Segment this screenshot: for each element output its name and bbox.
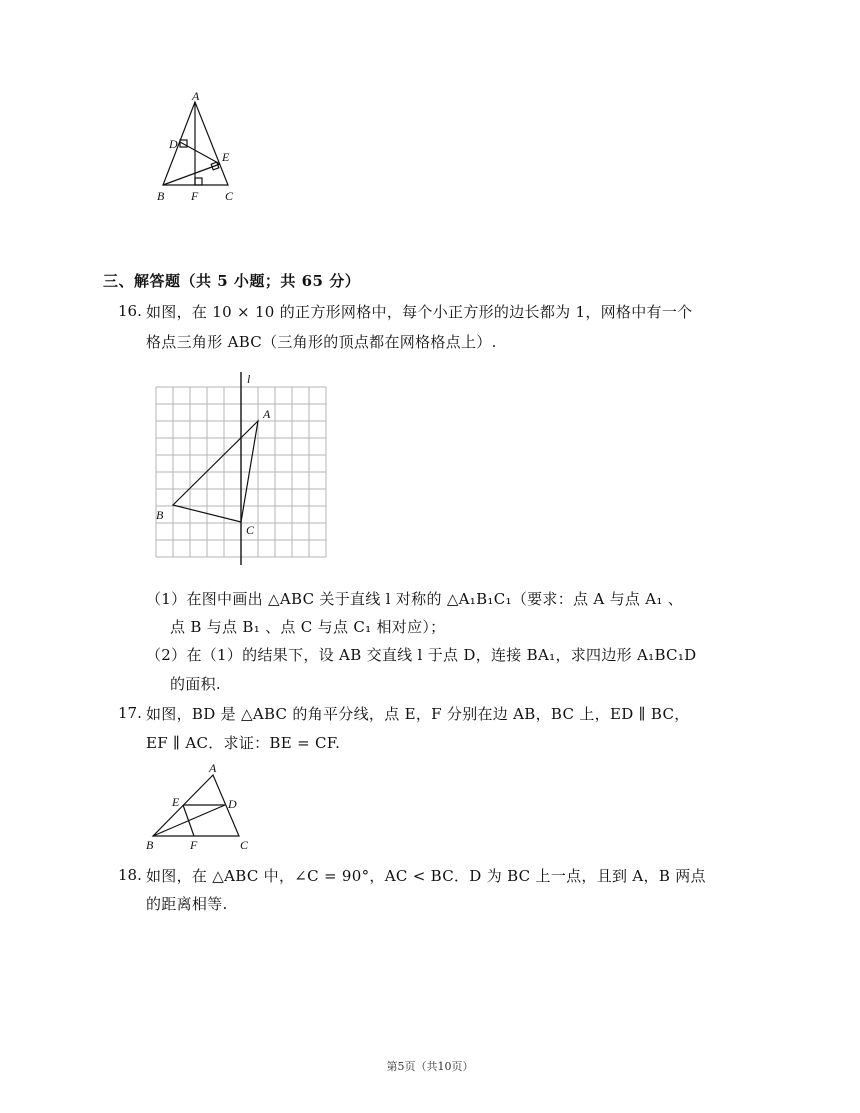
label-f: F — [191, 189, 199, 203]
question-16-sub1-line1: （1）在图中画出 △ABC 关于直线 l 对称的 △A₁B₁C₁（要求：点 A 与点 A₁ 、 — [146, 590, 684, 608]
label-b: B — [157, 189, 165, 203]
figure-q17 — [140, 760, 260, 852]
question-18-text-line2: 的距离相等. — [146, 895, 228, 913]
label-l: l — [247, 372, 251, 386]
label-c: C — [225, 189, 234, 203]
figure-q16-grid — [148, 370, 338, 570]
question-16-text-line2: 格点三角形 ABC（三角形的顶点都在网格格点上）. — [146, 333, 497, 351]
question-18-text-line1: 如图，在 △ABC 中，∠C = 90°，AC < BC．D 为 BC 上一点，且到 A，B 两点 — [146, 867, 706, 885]
question-16-sub1-line2: 点 B 与点 B₁ 、点 C 与点 C₁ 相对应）； — [170, 618, 446, 636]
question-16-sub2-line2: 的面积. — [170, 675, 221, 693]
label-e: E — [222, 150, 230, 164]
page-footer: 第5页（共10页） — [386, 1060, 474, 1073]
figure-q15 — [150, 90, 250, 208]
label-a: A — [209, 761, 217, 775]
question-18-number: 18. — [118, 866, 142, 884]
label-e: E — [172, 795, 180, 809]
label-a: A — [192, 90, 200, 103]
segment-de — [180, 142, 220, 164]
section-heading: 三、解答题（共 5 小题；共 65 分） — [103, 272, 361, 290]
question-16-sub2-line1: （2）在（1）的结果下，设 AB 交直线 l 于点 D，连接 BA₁，求四边形 A₁BC₁D — [146, 646, 697, 664]
label-b: B — [156, 508, 164, 522]
right-angle-f — [195, 178, 202, 185]
question-16-text-line1: 如图，在 10 × 10 的正方形网格中，每个小正方形的边长都为 1，网格中有一个 — [146, 303, 693, 321]
label-d: D — [169, 137, 178, 151]
segment-bd — [153, 805, 225, 836]
question-17-text-line2: EF ∥ AC．求证：BE = CF. — [146, 734, 341, 752]
label-a: A — [263, 407, 271, 421]
question-16-number: 16. — [118, 302, 142, 320]
label-c: C — [240, 838, 249, 852]
label-c: C — [246, 523, 255, 537]
question-17-number: 17. — [118, 704, 142, 722]
label-d: D — [228, 797, 237, 811]
segment-be — [163, 164, 220, 185]
label-b: B — [146, 838, 154, 852]
question-17-text-line1: 如图，BD 是 △ABC 的角平分线，点 E，F 分别在边 AB，BC 上，ED ∥ BC， — [146, 705, 690, 723]
label-f: F — [190, 838, 198, 852]
